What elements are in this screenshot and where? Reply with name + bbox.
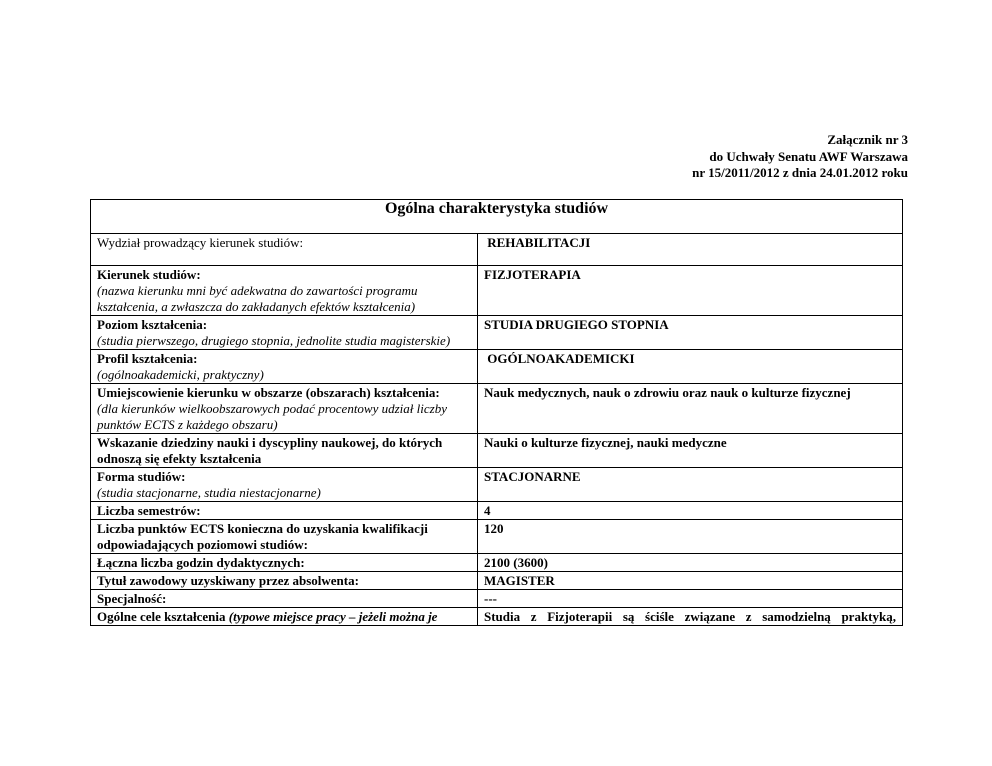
table-title-row	[91, 200, 903, 234]
row-label	[91, 520, 478, 554]
label-text: Specjalność:	[97, 591, 167, 606]
row-value: 4	[478, 502, 903, 520]
table-row	[91, 520, 903, 554]
row-label	[91, 234, 478, 266]
label-text: Wskazanie dziedziny nauki i dyscypliny naukowej, do których odnoszą się efekty kształcenia	[97, 435, 443, 466]
label-note: (studia stacjonarne, studia niestacjonarne)	[97, 485, 321, 500]
label-note: (dla kierunków wielkoobszarowych podać procentowy udział liczby punktów ECTS z każdego obszaru)	[97, 401, 447, 432]
row-value: Studia z Fizjoterapii są ściśle związane z samodzielną praktyką,	[478, 608, 903, 626]
row-value: REHABILITACJI	[478, 234, 903, 266]
label-note: (studia pierwszego, drugiego stopnia, jednolite studia magisterskie)	[97, 333, 451, 348]
label-text: Poziom kształcenia:	[97, 317, 208, 332]
label-text: Tytuł zawodowy uzyskiwany przez absolwenta:	[97, 573, 359, 588]
study-characteristics-table	[90, 199, 903, 626]
row-label	[91, 554, 478, 572]
table-row	[91, 468, 903, 502]
row-label	[91, 590, 478, 608]
table-row	[91, 350, 903, 384]
attachment-header	[692, 132, 908, 182]
resolution-date: nr 15/2011/2012 z dnia 24.01.2012 roku	[692, 165, 908, 180]
table-row	[91, 608, 903, 626]
label-text: Liczba semestrów:	[97, 503, 201, 518]
row-value: STACJONARNE	[478, 468, 903, 502]
row-value: ---	[478, 590, 903, 608]
label-text: Liczba punktów ECTS konieczna do uzyskania kwalifikacji odpowiadających poziomowi studiów:	[97, 521, 428, 552]
table-row	[91, 590, 903, 608]
row-label	[91, 384, 478, 434]
row-label	[91, 266, 478, 316]
table-row	[91, 502, 903, 520]
label-note: (typowe miejsce pracy – jeżeli można je	[225, 609, 438, 624]
table-row	[91, 572, 903, 590]
label-text: Łączna liczba godzin dydaktycznych:	[97, 555, 305, 570]
row-value: OGÓLNOAKADEMICKI	[478, 350, 903, 384]
table-title: Ogólna charakterystyka studiów	[91, 200, 903, 234]
row-value: 2100 (3600)	[478, 554, 903, 572]
resolution-reference: do Uchwały Senatu AWF Warszawa	[709, 148, 908, 164]
label-text: Profil kształcenia:	[97, 351, 198, 366]
row-label	[91, 468, 478, 502]
row-label	[91, 434, 478, 468]
row-label	[91, 350, 478, 384]
attachment-number: Załącznik nr 3	[827, 132, 908, 147]
row-label	[91, 572, 478, 590]
label-text: Umiejscowienie kierunku w obszarze (obszarach) kształcenia:	[97, 385, 440, 400]
row-value: 120	[478, 520, 903, 554]
table-row	[91, 554, 903, 572]
table-row	[91, 266, 903, 316]
row-label	[91, 316, 478, 350]
row-label	[91, 608, 478, 626]
row-label	[91, 502, 478, 520]
label-note: (nazwa kierunku mni być adekwatna do zawartości programu kształcenia, a zwłaszcza do zakładanych efektów kształcenia)	[97, 283, 418, 314]
table-row	[91, 316, 903, 350]
row-value: Nauki o kulturze fizycznej, nauki medyczne	[478, 434, 903, 468]
label-text: Wydział prowadzący kierunek studiów:	[97, 235, 304, 250]
row-value: MAGISTER	[478, 572, 903, 590]
row-value: Nauk medycznych, nauk o zdrowiu oraz nauk o kulturze fizycznej	[478, 384, 903, 434]
label-text: Kierunek studiów:	[97, 267, 201, 282]
label-text: Ogólne cele kształcenia	[97, 609, 226, 624]
row-value: STUDIA DRUGIEGO STOPNIA	[478, 316, 903, 350]
table-row	[91, 384, 903, 434]
label-note: (ogólnoakademicki, praktyczny)	[97, 367, 264, 382]
table-row	[91, 434, 903, 468]
row-value: FIZJOTERAPIA	[478, 266, 903, 316]
label-text: Forma studiów:	[97, 469, 186, 484]
table-row	[91, 234, 903, 266]
